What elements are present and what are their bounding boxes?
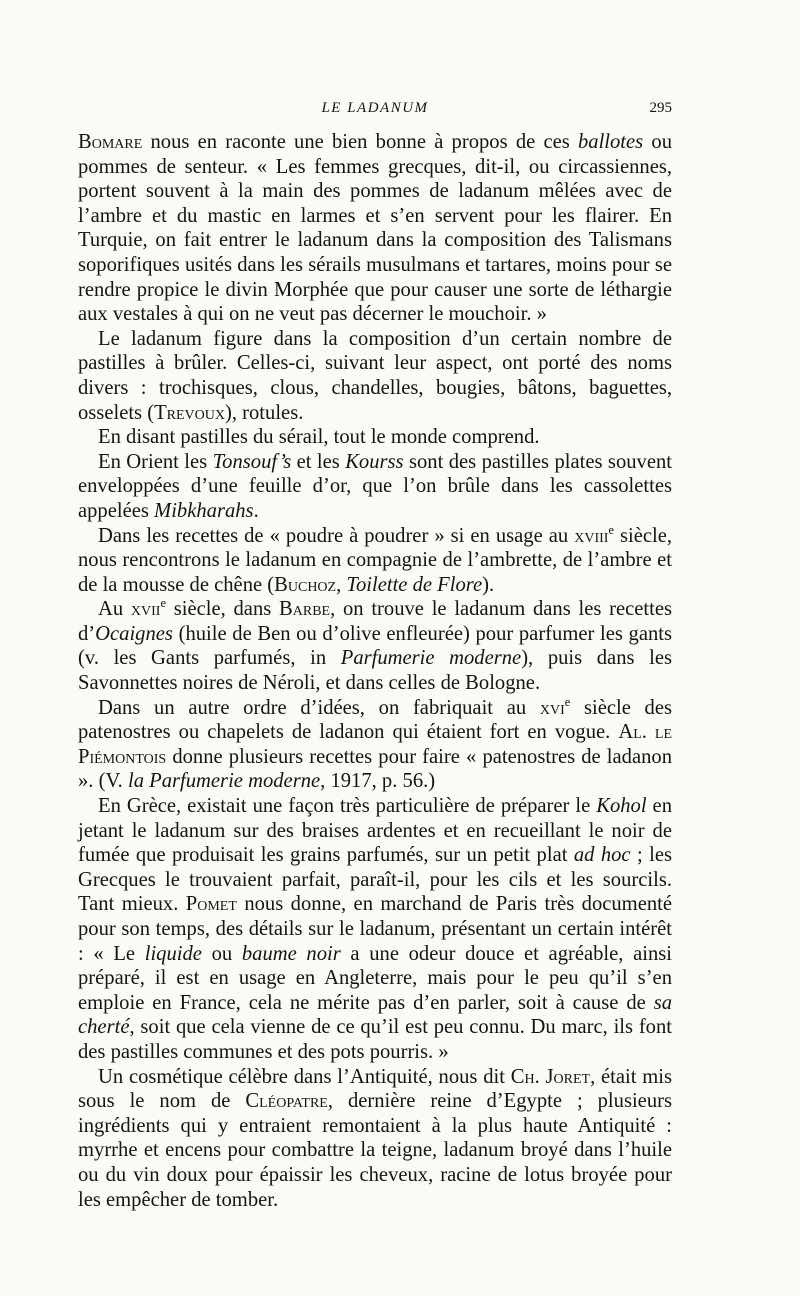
paragraph [78, 794, 672, 1065]
italic-text: la Parfumerie moderne [127, 770, 321, 793]
text-run: ou pommes de senteur. « Les femmes grecques, dit-il, ou circassiennes, portent souvent à la main des pommes de ladanum mêlées avec de l’ambre et du mastic en larmes et s’en servent pour les flairer. En Turquie, on fait entrer le ladanum dans la composition des Talismans soporifiques usités dans les sérails musulmans et tartares, moins pour se rendre propice le divin Morphée que pour causer une sorte de léthargie aux vestales à qui on ne veut pas décerner le mouchoir. » [78, 131, 672, 326]
text-run: Le ladanum figure dans la composition d’un certain nombre de pastilles à brûler. Celles-ci, suivant leur aspect, ont porté des noms divers : trochisques, clous, chandelles, bougies, bâtons, baguettes, osselets ( [78, 327, 672, 424]
italic-text: ballotes [577, 131, 644, 153]
paragraph [78, 696, 672, 794]
text-run: siècle, nous rencontrons le ladanum en compagnie de l’ambrette, de l’ambre et de la mousse de chêne ( [78, 524, 672, 596]
paragraph [78, 450, 672, 524]
superscript: e [160, 596, 166, 611]
text-run: ). [482, 573, 495, 596]
text-run: siècle des patenostres ou chapelets de ladanon qui étaient fort en vogue. [78, 696, 672, 744]
italic-text: ad hoc [573, 844, 631, 867]
text-run: sont des pastilles plates souvent enveloppées d’une feuille d’or, que l’on brûle dans les cassolettes appelées [78, 450, 672, 522]
smallcaps-text: Trevoux [154, 401, 225, 424]
text-run: , dernière reine d’Egypte ; plusieurs ingrédients qui y entraient remontaient à la plus haute Antiquité : myrrhe et encens pour combattre la teigne, ladanum broyé dans l’huile ou du vin doux pour épaissir les cheveux, racine de lotus broyée pour les empêcher de tomber. [78, 1090, 672, 1211]
text-run: siècle, dans [165, 598, 280, 621]
smallcaps-text: Buchoz [274, 573, 337, 596]
paragraph [78, 597, 672, 695]
paragraph [78, 524, 672, 598]
paragraph [78, 130, 672, 327]
text-run: Dans les recettes de « poudre à poudrer » si en usage au [98, 524, 575, 547]
text-run: En Orient les [98, 450, 213, 473]
italic-text: Ocaignes [95, 622, 173, 645]
smallcaps-text: Al. le Piémontois [78, 721, 673, 768]
text-run: ou [201, 942, 242, 965]
text-run: a une odeur douce et agréable, ainsi préparé, il est en usage en Angleterre, mais pour le peu qu’il s’en emploie en France, cela ne mérite pas d’en parler, soit à cause de [78, 942, 672, 1014]
smallcaps-text: xvii [130, 598, 161, 621]
italic-text: sa cherté [78, 991, 672, 1039]
text-run: En disant pastilles du sérail, tout le monde comprend. [98, 426, 540, 449]
smallcaps-text: Barbe [279, 598, 331, 621]
text-run: . [253, 499, 259, 522]
italic-text: Toilette de Flore [346, 573, 483, 596]
page-number: 295 [649, 100, 672, 116]
superscript: e [608, 522, 614, 537]
italic-text: liquide [144, 942, 202, 965]
italic-text: Kohol [596, 795, 647, 818]
text-run: , on trouve le ladanum dans les recettes d’ [78, 598, 672, 645]
text-run: et les [291, 450, 346, 473]
text-run: ; les Grecques le trouvaient parfait, paraît-il, pour les cils et les sourcils. Tant mieux. [78, 844, 672, 916]
text-run: (huile de Ben ou d’olive enfleurée) pour parfumer les gants (v. les Gants parfumés, in [78, 622, 672, 670]
text-run: , était mis sous le nom de [78, 1065, 672, 1113]
italic-text: Tonsouf’s [212, 450, 292, 473]
italic-text: baume noir [241, 942, 341, 965]
text-run: , soit que cela vienne de ce qu’il est peu connu. Du marc, ils font des pastilles communes et des pots pourris. » [78, 1016, 672, 1063]
paragraph [78, 327, 672, 425]
italic-text: Kourss [345, 450, 404, 473]
text-run: Au [98, 598, 131, 621]
paragraph [78, 425, 672, 450]
page-header [78, 100, 672, 124]
text-run: Dans un autre ordre d’idées, on fabriquait au [98, 696, 540, 719]
smallcaps-text: Cléopatre [245, 1090, 328, 1113]
text-run: Un cosmétique célèbre dans l’Antiquité, nous dit [98, 1065, 511, 1088]
text-run: nous en raconte une bien bonne à propos de ces [142, 131, 578, 153]
running-title: LE LADANUM [321, 100, 429, 116]
superscript: e [564, 694, 571, 709]
text-run: En Grèce, existait une façon très particulière de préparer le [98, 795, 597, 818]
italic-text: Parfumerie moderne [340, 647, 522, 670]
smallcaps-text: xvi [539, 696, 565, 719]
text-run: ), rotules. [225, 401, 304, 424]
text-run: , 1917, p. 56.) [320, 770, 436, 793]
text-run: , [336, 573, 347, 596]
smallcaps-text: Ch. Joret [510, 1065, 591, 1088]
text-run: nous donne, en marchand de Paris très documenté pour son temps, des détails sur le ladanum, présentant un certain intérêt : « Le [78, 893, 672, 965]
italic-text: Mibkharahs [154, 499, 254, 522]
text-run: ), puis dans les Savonnettes noires de Néroli, et dans celles de Bologne. [78, 647, 672, 695]
text-run: en jetant le ladanum sur des braises ardentes et en recueillant le noir de fumée que produisait les grains parfumés, sur un petit plat [78, 795, 672, 867]
body-text [78, 130, 672, 1212]
paragraph [78, 1065, 672, 1213]
text-run: donne plusieurs recettes pour faire « patenostres de ladanon ». (V. [78, 745, 672, 793]
smallcaps-text: Pomet [185, 893, 237, 916]
smallcaps-text: Bomare [78, 131, 143, 153]
smallcaps-text: xviii [574, 524, 609, 547]
